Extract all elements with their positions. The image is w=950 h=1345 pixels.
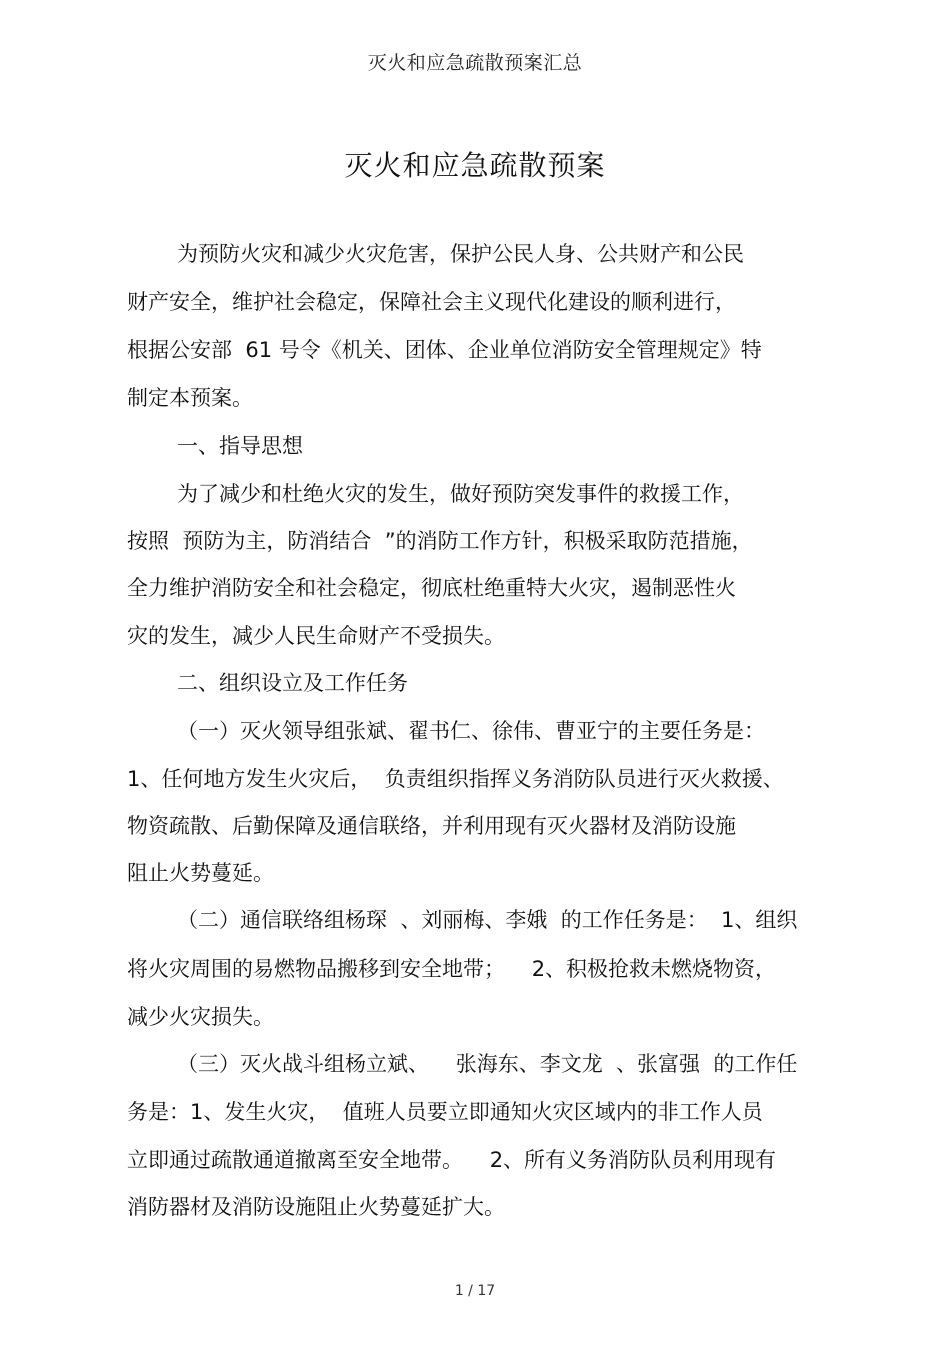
body-line: 根据公安部 61 号令《机关、团体、企业单位消防安全管理规定》特 — [127, 338, 762, 362]
body-line: 1、任何地方发生火灾后， 负责组织指挥义务消防队员进行灭火救援、 — [127, 767, 784, 791]
running-header: 灭火和应急疏散预案汇总 — [367, 52, 583, 74]
body-line: （一）灭火领导组张斌、翟书仁、徐伟、曹亚宁的主要任务是： — [177, 719, 765, 743]
body-line: 减少火灾损失。 — [127, 1005, 274, 1029]
body-line: 立即通过疏散通道撤离至安全地带。 2、所有义务消防队员利用现有 — [127, 1148, 777, 1172]
body-line: 为了减少和杜绝火灾的发生，做好预防突发事件的救援工作， — [177, 482, 744, 506]
body-line: 将火灾周围的易燃物品搬移到安全地带； 2、积极抢救未燃烧物资， — [127, 957, 777, 981]
body-line: 按照 预防为主，防消结合 ”的消防工作方针，积极采取防范措施， — [127, 529, 753, 553]
body-line: 阻止火势蔓延。 — [127, 861, 274, 885]
page-indicator: 1 / 17 — [454, 1283, 496, 1299]
body-line: 务是：1、发生火灾， 值班人员要立即通知火灾区域内的非工作人员 — [127, 1100, 763, 1124]
body-line: 灾的发生，减少人民生命财产不受损失。 — [127, 624, 505, 648]
section-heading: 二、组织设立及工作任务 — [177, 671, 408, 695]
body-line: 制定本预案。 — [127, 386, 253, 410]
body-line: （二）通信联络组杨琛 、刘丽梅、李娥 的工作任务是： 1、组织 — [177, 908, 798, 932]
body-line: 为预防火灾和减少火灾危害，保护公民人身、公共财产和公民 — [177, 242, 744, 266]
body-line: 物资疏散、后勤保障及通信联络，并利用现有灭火器材及消防设施 — [127, 814, 736, 838]
body-line: 财产安全，维护社会稳定，保障社会主义现代化建设的顺利进行， — [127, 290, 736, 314]
body-line: （三）灭火战斗组杨立斌、 张海东、李文龙 、张富强 的工作任 — [177, 1052, 798, 1076]
body-line: 全力维护消防安全和社会稳定，彻底杜绝重特大火灾，遏制恶性火 — [127, 576, 736, 600]
section-heading: 一、指导思想 — [177, 434, 303, 458]
body-line: 消防器材及消防设施阻止火势蔓延扩大。 — [127, 1195, 505, 1219]
document-title: 灭火和应急疏散预案 — [344, 149, 606, 182]
